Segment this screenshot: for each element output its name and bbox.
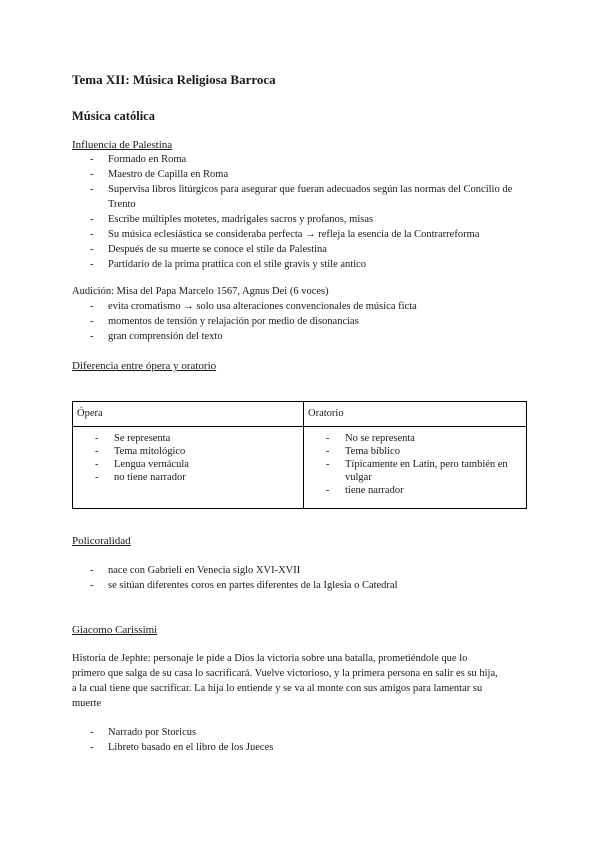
carissimi-list <box>90 725 530 755</box>
list-item: - No se representa <box>326 432 526 445</box>
list-item: - Se representa <box>95 432 303 445</box>
table-row <box>73 427 527 509</box>
list-item: - Escribe múltiples motetes, madrigales sacros y profanos, misas <box>90 212 530 227</box>
list-item: - Libreto basado en el libro de los Jueces <box>90 740 530 755</box>
paragraph-line: a la cual tiene que sacrificar. La hija lo entiende y se va al monte con sus amigos para lamentar su <box>72 683 483 694</box>
policoralidad-list <box>90 563 530 593</box>
list-item: - gran comprensión del texto <box>90 329 530 344</box>
list-item: - nace con Gabrieli en Venecia siglo XVI-XVII <box>90 563 530 578</box>
list-item: - Supervisa libros litúrgicos para asegurar que fueran adecuados según las normas del Concilio de Trento <box>90 182 530 212</box>
header-opera: Ópera <box>73 402 304 427</box>
audicion-label: Audición: Misa del Papa Marcelo 1567, Agnus Dei (6 voces) <box>72 286 329 297</box>
list-item: - Lengua vernácula <box>95 458 303 471</box>
oratorio-list <box>304 432 526 497</box>
palestrina-list <box>90 152 530 272</box>
opera-cell <box>73 427 304 509</box>
comparison-table <box>72 401 527 509</box>
carissimi-paragraph <box>72 651 498 711</box>
subheading-influencia-palestina: Influencia de Palestina <box>72 139 173 151</box>
list-item: - Narrado por Storicus <box>90 725 530 740</box>
list-item: - Partidario de la prima prattica con el stile gravis y stile antico <box>90 257 530 272</box>
list-item: - evita cromatismo → solo usa alteraciones convencionales de música ficta <box>90 299 530 314</box>
subheading-carissimi: Giacomo Carissimi <box>72 624 158 636</box>
paragraph-line: Historia de Jephte: personaje le pide a Dios la victoria sobre una batalla, prometiéndole que lo <box>72 653 468 664</box>
list-item: - Su música eclesiástica se consideraba perfecta → refleja la esencia de la Contrarreforma <box>90 227 530 242</box>
paragraph-line: primero que salga de su casa lo sacrificará. Vuelve victorioso, y la primera persona en salir es su hija, <box>72 668 498 679</box>
page-title: Tema XII: Música Religiosa Barroca <box>72 72 276 87</box>
list-item: - no tiene narrador <box>95 471 303 484</box>
list-item: - Maestro de Capilla en Roma <box>90 167 530 182</box>
oratorio-cell <box>304 427 527 509</box>
list-item: - Tema bíblico <box>326 445 526 458</box>
table-header-row <box>73 402 527 427</box>
list-item: - Tema mitológico <box>95 445 303 458</box>
list-item: - tiene narrador <box>326 484 526 497</box>
subheading-policoralidad: Policoralidad <box>72 535 131 547</box>
list-item: - momentos de tensión y relajación por medio de disonancias <box>90 314 530 329</box>
list-item: - Después de su muerte se conoce el stile da Palestina <box>90 242 530 257</box>
section-heading-musica-catolica: Música católica <box>72 109 155 123</box>
paragraph-line: muerte <box>72 698 102 709</box>
opera-list <box>73 432 303 484</box>
audicion-list <box>90 299 530 344</box>
list-item: - se sitúan diferentes coros en partes diferentes de la Iglesia o Catedral <box>90 578 530 593</box>
list-item: - Típicamente en Latín, pero también en vulgar <box>326 458 526 484</box>
list-item: - Formado en Roma <box>90 152 530 167</box>
subheading-diferencia: Diferencia entre ópera y oratorio <box>72 360 217 372</box>
header-oratorio: Oratorio <box>304 402 527 427</box>
